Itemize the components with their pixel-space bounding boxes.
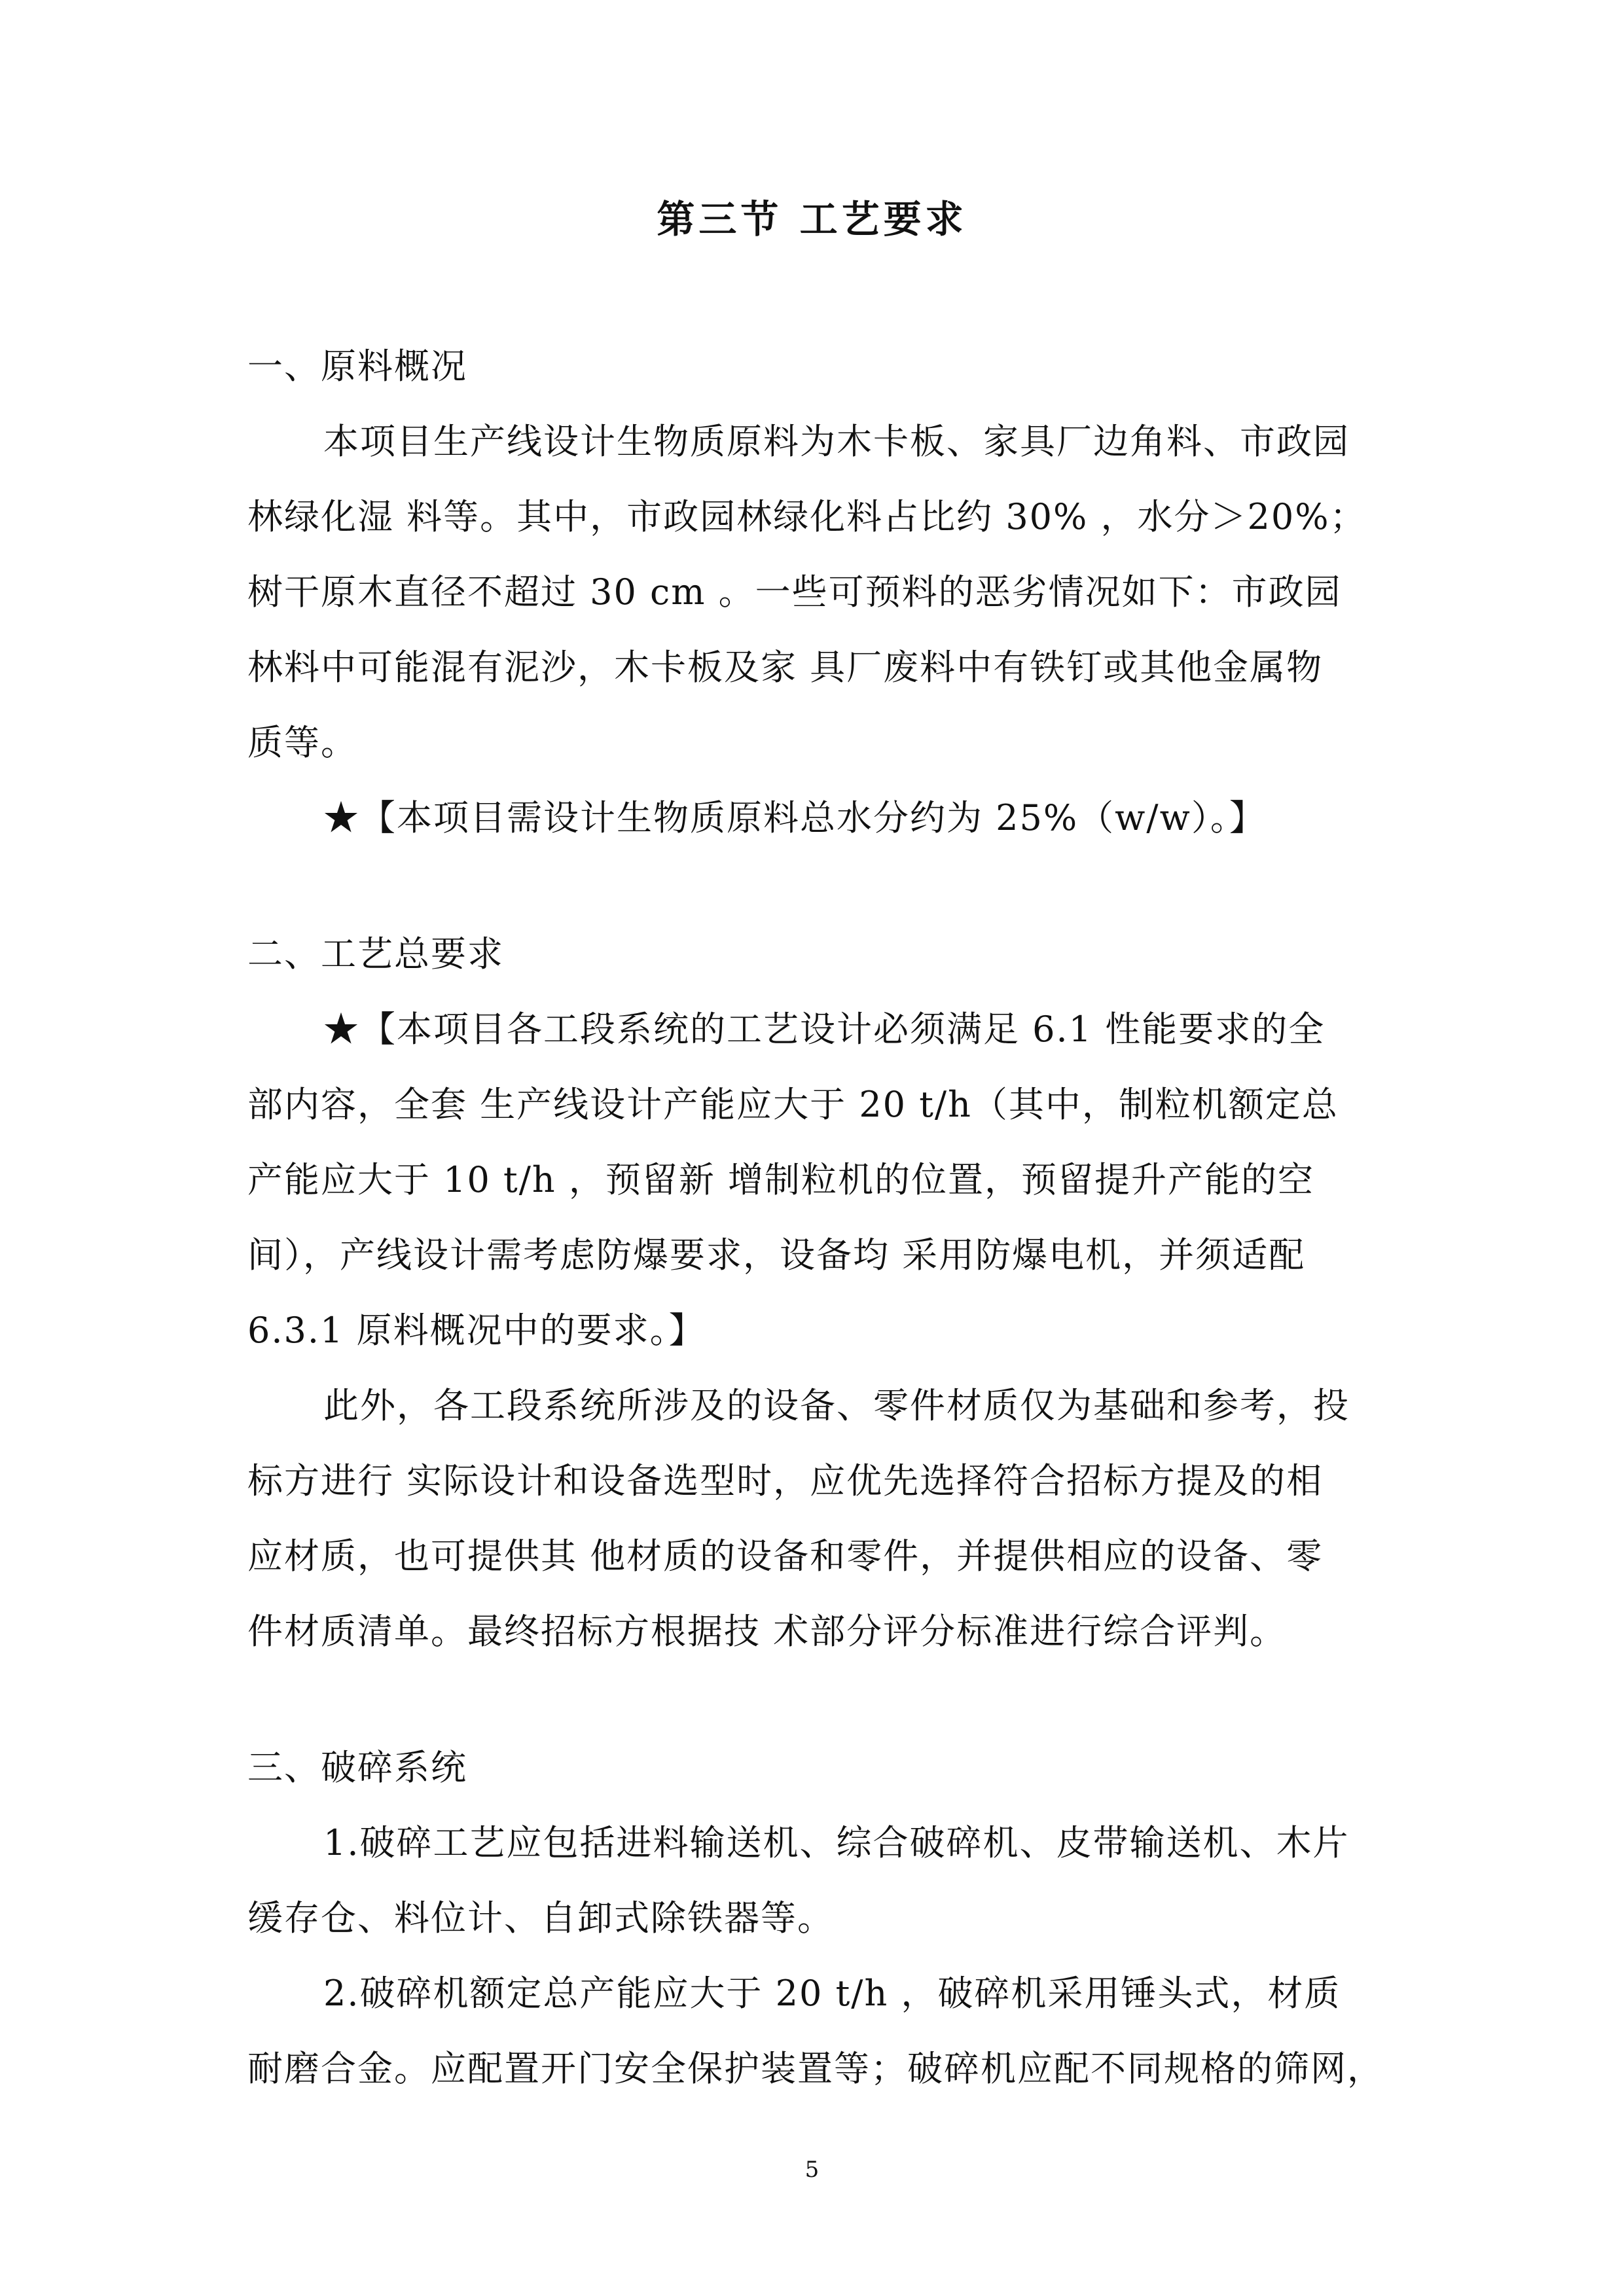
paragraph-line: 耐磨合金。应配置开门安全保护装置等；破碎机应配不同规格的筛网，: [247, 2048, 1384, 2089]
paragraph-line: 6.3.1 原料概况中的要求。】: [247, 1310, 706, 1351]
section-heading: 一、原料概况: [247, 346, 467, 387]
paragraph-line: 此外，各工段系统所涉及的设备、零件材质仅为基础和参考，投: [323, 1385, 1350, 1426]
page-number: 5: [804, 2157, 820, 2183]
paragraph-line: 1.破碎工艺应包括进料输送机、综合破碎机、皮带输送机、木片: [323, 1822, 1350, 1863]
paragraph-line: 林料中可能混有泥沙，木卡板及家 具厂废料中有铁钉或其他金属物: [247, 647, 1324, 688]
paragraph-line: 缓存仓、料位计、自卸式除铁器等。: [247, 1897, 834, 1939]
paragraph-line: 应材质，也可提供其 他材质的设备和零件，并提供相应的设备、零: [247, 1535, 1324, 1577]
page-title: 第三节 工艺要求: [657, 197, 967, 242]
star-requirement: ★【本项目各工段系统的工艺设计必须满足 6.1 性能要求的全: [323, 1009, 1326, 1050]
section-heading: 三、破碎系统: [247, 1747, 467, 1788]
paragraph-line: 质等。: [247, 722, 357, 763]
paragraph-line: 部内容，全套 生产线设计产能应大于 20 t/h（其中，制粒机额定总: [247, 1084, 1339, 1125]
paragraph-line: 间），产线设计需考虑防爆要求，设备均 采用防爆电机，并须适配: [247, 1234, 1306, 1276]
paragraph-line: 产能应大于 10 t/h ，预留新 增制粒机的位置，预留提升产能的空: [247, 1159, 1315, 1200]
paragraph-line: 林绿化湿 料等。其中，市政园林绿化料占比约 30% ，水分＞20%；: [247, 496, 1367, 537]
paragraph-line: 树干原木直径不超过 30 cm 。一些可预料的恶劣情况如下：市政园: [247, 571, 1342, 613]
paragraph-line: 本项目生产线设计生物质原料为木卡板、家具厂边角料、市政园: [323, 421, 1350, 462]
section-heading: 二、工艺总要求: [247, 933, 504, 975]
star-requirement: ★【本项目需设计生物质原料总水分约为 25%（w/w）。】: [323, 797, 1266, 838]
paragraph-line: 标方进行 实际设计和设备选型时，应优先选择符合招标方提及的相: [247, 1460, 1324, 1501]
paragraph-line: 2.破碎机额定总产能应大于 20 t/h ，破碎机采用锤头式，材质: [323, 1973, 1341, 2014]
paragraph-line: 件材质清单。最终招标方根据技 术部分评分标准进行综合评判。: [247, 1611, 1287, 1652]
